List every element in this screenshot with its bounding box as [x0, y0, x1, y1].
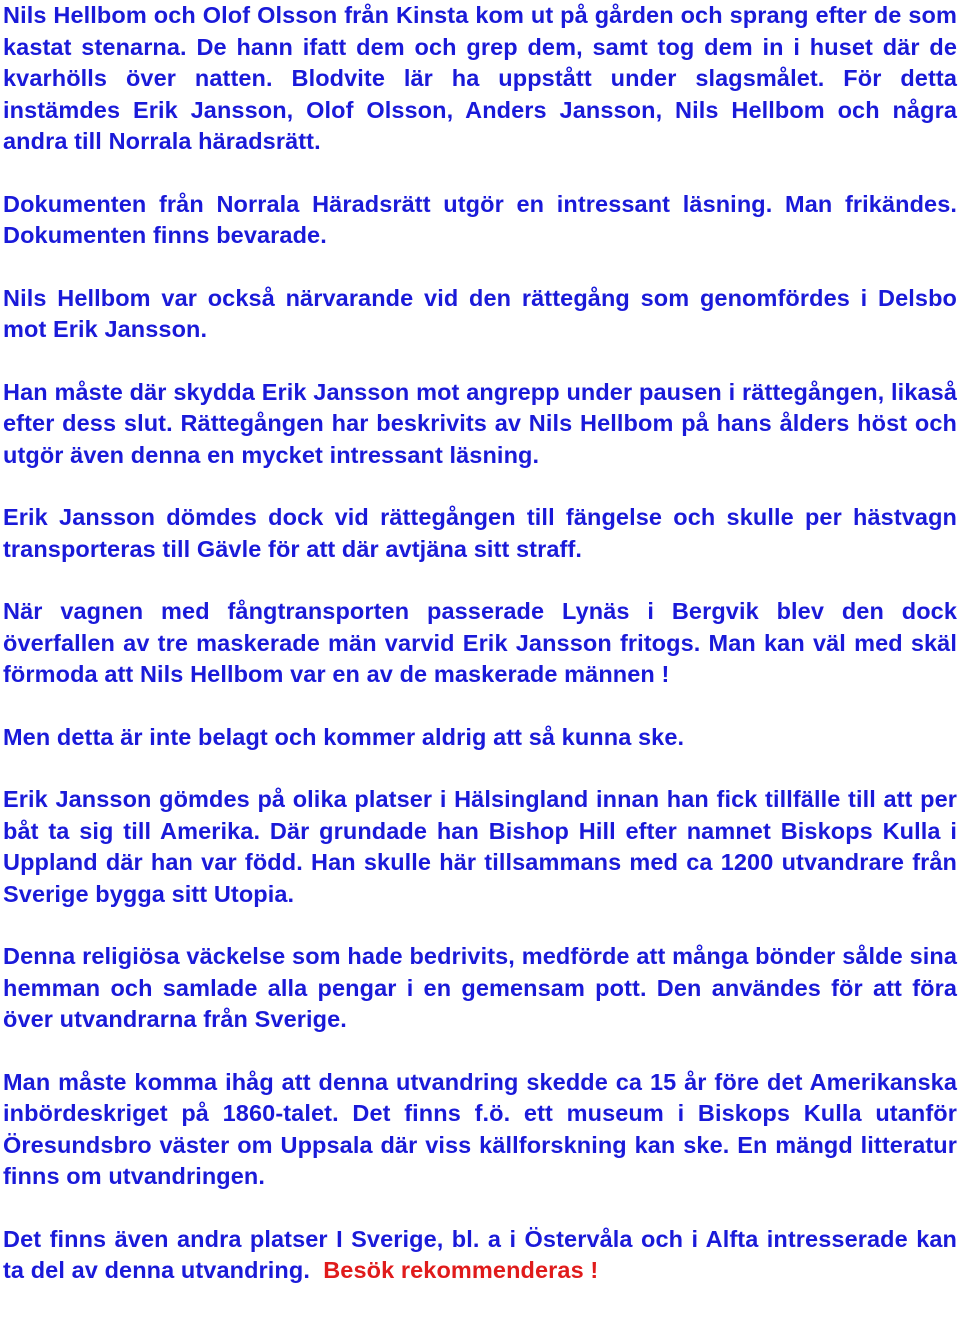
paragraph-11 [3, 1224, 957, 1287]
paragraph-6: När vagnen med fångtransporten passerade Lynäs i Bergvik blev den dock överfallen av tre maskerade män varvid Erik Jansson fritogs. Man kan väl med skäl förmoda att Nils Hellbom var en av de maskerade männen ! [3, 598, 957, 687]
paragraph-4: Han måste där skydda Erik Jansson mot angrepp under pausen i rättegången, likaså efter dess slut. Rättegången har beskrivits av Nils Hellbom på hans ålders höst och utgör även denna en mycket intressant läsning. [3, 378, 957, 468]
paragraph-10: Man måste komma ihåg att denna utvandring skedde ca 15 år före det Amerikanska inbördeskriget på 1860-talet. Det finns f.ö. ett museum i Biskops Kulla utanför Öresundsbro väster om Uppsala där viss källforskning kan ske. En mängd litteratur finns om utvandringen. [3, 1068, 957, 1189]
paragraph-11-text: Det finns även andra platser I Sverige, bl. a i Östervåla och i Alfta intresserade kan ta del av denna utvandring. [3, 1225, 957, 1283]
paragraph-8: Erik Jansson gömdes på olika platser i Hälsingland innan han fick tillfälle till att per båt ta sig till Amerika. Där grundade han Bishop Hill efter namnet Biskops Kulla i Uppland där han var född. Han skulle här tillsammans med ca 1200 utvandrare från Sverige bygga sitt Utopia. [3, 786, 957, 907]
paragraph-7: Men detta är inte belagt och kommer aldrig att så kunna ske. [3, 723, 685, 750]
paragraph-9: Denna religiösa väckelse som hade bedrivits, medförde att många bönder sålde sina hemman och samlade alla pengar i en gemensam pott. Den användes för att föra över utvandrarna från Sverige. [3, 943, 957, 1032]
paragraph-2: Dokumenten från Norrala Häradsrätt utgör en intressant läsning. Man frikändes. Dokumenten finns bevarade. [3, 190, 957, 248]
recommendation-highlight: Besök rekommenderas ! [323, 1257, 599, 1283]
paragraph-1: Nils Hellbom och Olof Olsson från Kinsta kom ut på gården och sprang efter de som kastat stenarna. De hann ifatt dem och grep dem, samt tog dem in i huset där de kvarhölls över natten. Blodvite lär ha uppstått under slagsmålet. För detta instämdes Erik Jansson, Olof Olsson, Anders Jansson, Nils Hellbom och några andra till Norrala häradsrätt. [3, 2, 957, 154]
paragraph-3: Nils Hellbom var också närvarande vid den rättegång som genomfördes i Delsbo mot Erik Jansson. [3, 284, 957, 342]
document-page [3, 0, 957, 1287]
paragraph-5: Erik Jansson dömdes dock vid rättegången till fängelse och skulle per hästvagn transporteras till Gävle för att där avtjäna sitt straff. [3, 504, 957, 562]
